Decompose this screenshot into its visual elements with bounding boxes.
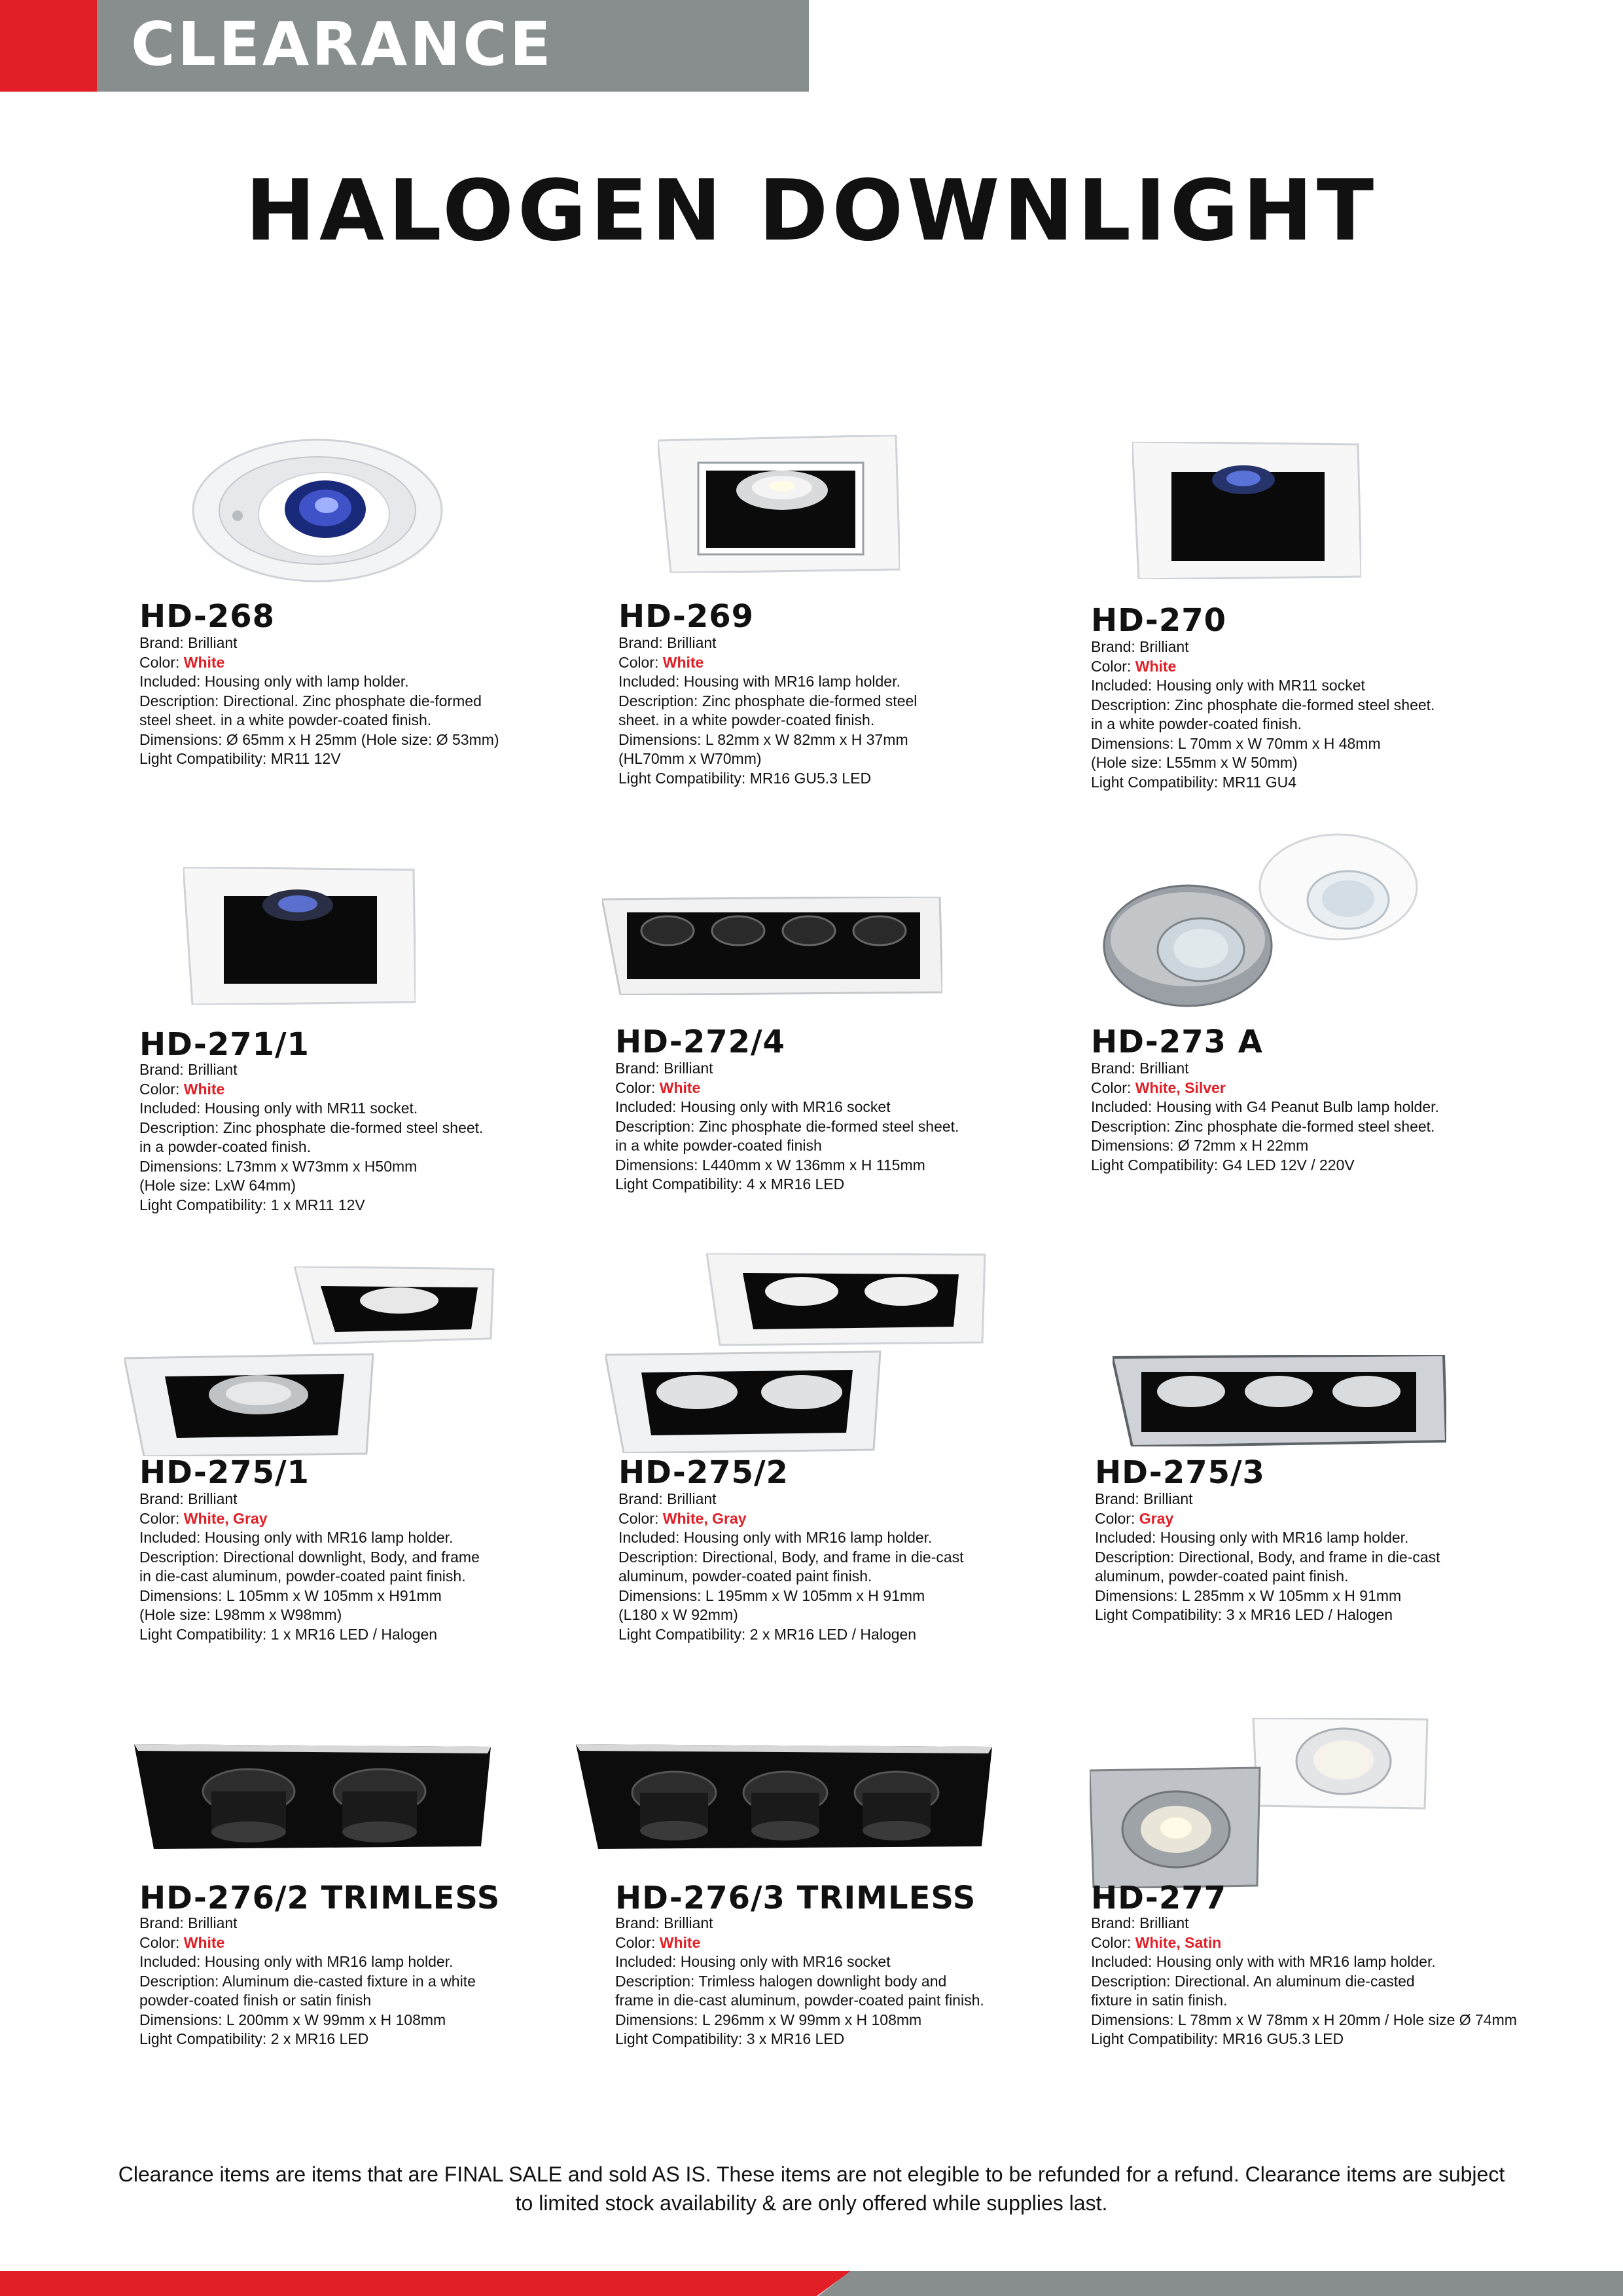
spec-line: Included: Housing only with MR16 lamp holder.	[618, 1529, 933, 1546]
spec-line: Description: Directional, Body, and frame in die-cast	[618, 1548, 964, 1566]
spec-line: Dimensions: L 70mm x W 70mm x H 48mm	[1091, 734, 1381, 752]
spec-line: Light Compatibility: 4 x MR16 LED	[615, 1175, 845, 1193]
spec-line: Description: Zinc phosphate die-formed steel sheet.	[615, 1117, 959, 1135]
brand-line: Brand: Brilliant	[615, 1914, 713, 1931]
spec-line: Light Compatibility: MR11 GU4	[1091, 773, 1297, 791]
spec-line: Included: Housing only with lamp holder.	[139, 673, 409, 690]
hd-275-3-image	[1113, 1355, 1446, 1446]
brand-line: Brand: Brilliant	[139, 634, 238, 651]
spec-line: (Hole size: L55mm x W 50mm)	[1091, 754, 1298, 771]
spec-line: Description: Directional. Zinc phosphate die-formed	[139, 692, 482, 709]
hd-272-4-image	[602, 897, 942, 995]
color-line: Color: White	[139, 1080, 225, 1098]
spec-line: Included: Housing only with MR11 socket	[1091, 677, 1365, 694]
product-code-hd-271-1: HD-271/1	[139, 1026, 310, 1063]
spec-line: Dimensions: L 200mm x W 99mm x H 108mm	[139, 2011, 446, 2028]
spec-line: Light Compatibility: 3 x MR16 LED	[615, 2030, 845, 2047]
spec-line: Description: Trimless halogen downlight body and	[615, 1972, 947, 1990]
brand-line: Brand: Brilliant	[1091, 1914, 1189, 1931]
spec-line: (HL70mm x W70mm)	[618, 750, 762, 767]
banner-label: CLEARANCE	[131, 9, 554, 79]
spec-line: Light Compatibility: 1 x MR16 LED / Halogen	[139, 1625, 438, 1643]
disclaimer-line-1: Clearance items are items that are FINAL SALE and sold AS IS. These items are not elegible to be refunded for a refund. Clearance items are subject	[118, 2162, 1505, 2186]
hd-268-image	[187, 432, 448, 589]
spec-line: Dimensions: L440mm x W 136mm x H 115mm	[615, 1156, 925, 1174]
spec-line: Included: Housing only with MR16 socket	[615, 1098, 891, 1115]
spec-line: Description: Zinc phosphate die-formed steel sheet.	[1091, 696, 1435, 713]
brand-line: Brand: Brilliant	[1091, 638, 1189, 655]
product-specs-hd-275-3	[1095, 1490, 1440, 1625]
color-line: Color: White, Silver	[1091, 1079, 1226, 1096]
spec-line: Included: Housing only with MR16 lamp holder.	[139, 1953, 454, 1970]
clearance-banner	[0, 0, 809, 92]
brand-line: Brand: Brilliant	[1091, 1060, 1189, 1077]
product-code-hd-276-2-trimless: HD-276/2 TRIMLESS	[139, 1880, 501, 1916]
product-specs-hd-276-2-trimless	[139, 1914, 476, 2049]
spec-line: Dimensions: L 78mm x W 78mm x H 20mm / Hole size Ø 74mm	[1091, 2011, 1517, 2028]
spec-line: Included: Housing with G4 Peanut Bulb lamp holder.	[1091, 1098, 1439, 1115]
product-specs-hd-268	[139, 634, 499, 769]
product-specs-hd-277	[1091, 1914, 1517, 2049]
spec-line: Description: Aluminum die-casted fixture in a white	[139, 1972, 476, 1990]
color-line: Color: White	[139, 1933, 225, 1951]
bottom-bar	[0, 2271, 1623, 2296]
spec-line: Light Compatibility: 3 x MR16 LED / Halogen	[1095, 1606, 1393, 1623]
spec-line: aluminum, powder-coated paint finish.	[1095, 1568, 1349, 1585]
brand-line: Brand: Brilliant	[615, 1060, 713, 1077]
product-code-hd-272-4: HD-272/4	[615, 1024, 785, 1060]
spec-line: (Hole size: LxW 64mm)	[139, 1177, 296, 1194]
spec-line: Included: Housing only with MR16 lamp holder.	[1095, 1529, 1409, 1546]
spec-line: Description: Zinc phosphate die-formed steel sheet.	[139, 1119, 484, 1136]
color-line: Color: White	[139, 653, 225, 671]
spec-line: frame in die-cast aluminum, powder-coated paint finish.	[615, 1992, 984, 2009]
color-line: Color: White, Gray	[618, 1509, 747, 1527]
product-specs-hd-269	[618, 634, 917, 788]
spec-line: Light Compatibility: MR11 12V	[139, 750, 341, 767]
page-title: HALOGEN DOWNLIGHT	[245, 162, 1378, 260]
color-line: Color: White, Satin	[1091, 1933, 1222, 1951]
spec-line: Dimensions: L73mm x W73mm x H50mm	[139, 1157, 418, 1175]
color-line: Color: Gray	[1095, 1509, 1174, 1527]
product-code-hd-273-a: HD-273 A	[1091, 1024, 1263, 1060]
spec-line: sheet. in a white powder-coated finish.	[618, 711, 875, 728]
spec-line: Included: Housing only with MR11 socket.	[139, 1100, 418, 1117]
spec-line: in a white powder-coated finish	[615, 1137, 822, 1154]
spec-line: Included: Housing only with MR16 socket	[615, 1953, 891, 1970]
bottom-bar-red	[0, 2271, 851, 2296]
brand-line: Brand: Brilliant	[139, 1914, 238, 1931]
hd-276-2-trimless-image	[134, 1744, 491, 1849]
product-code-hd-275-3: HD-275/3	[1095, 1454, 1265, 1491]
spec-line: steel sheet. in a white powder-coated finish.	[139, 711, 432, 728]
spec-line: Light Compatibility: 1 x MR11 12V	[139, 1196, 365, 1213]
product-specs-hd-273-a	[1091, 1059, 1439, 1175]
hd-271-1-image	[183, 867, 416, 1005]
brand-line: Brand: Brilliant	[139, 1490, 238, 1507]
spec-line: (L180 x W 92mm)	[618, 1606, 738, 1623]
bottom-bar-grey	[818, 2271, 1623, 2296]
disclaimer-line-2: to limited stock availability & are only offered while supplies last.	[515, 2191, 1108, 2215]
spec-line: powder-coated finish or satin finish	[139, 1992, 372, 2009]
spec-line: Dimensions: L 195mm x W 105mm x H 91mm	[618, 1587, 925, 1604]
product-code-hd-269: HD-269	[618, 598, 755, 635]
product-specs-hd-272-4	[615, 1059, 959, 1194]
color-line: Color: White	[618, 653, 704, 671]
product-code-hd-270: HD-270	[1091, 602, 1227, 639]
product-specs-hd-270	[1091, 637, 1435, 792]
spec-line: Light Compatibility: MR16 GU5.3 LED	[1091, 2030, 1344, 2047]
product-code-hd-276-3-trimless: HD-276/3 TRIMLESS	[615, 1880, 976, 1916]
product-code-hd-275-2: HD-275/2	[618, 1454, 789, 1491]
spec-line: (Hole size: L98mm x W98mm)	[139, 1606, 342, 1623]
color-line: Color: White, Gray	[139, 1509, 268, 1527]
spec-line: fixture in satin finish.	[1091, 1992, 1228, 2009]
product-specs-hd-275-1	[139, 1490, 480, 1644]
color-line: Color: White	[615, 1079, 701, 1096]
spec-line: in a powder-coated finish.	[139, 1138, 312, 1155]
color-line: Color: White	[615, 1933, 701, 1951]
spec-line: Dimensions: L 285mm x W 105mm x H 91mm	[1095, 1587, 1402, 1604]
spec-line: Description: Directional downlight, Body, and frame	[139, 1548, 480, 1566]
product-code-hd-275-1: HD-275/1	[139, 1454, 310, 1491]
spec-line: Included: Housing only with with MR16 lamp holder.	[1091, 1953, 1436, 1970]
product-specs-hd-271-1	[139, 1060, 483, 1215]
spec-line: Description: Zinc phosphate die-formed steel sheet.	[1091, 1117, 1435, 1135]
color-line: Color: White	[1091, 657, 1177, 675]
hd-275-2-image	[605, 1253, 988, 1453]
spec-line: in a white powder-coated finish.	[1091, 715, 1302, 732]
hd-276-3-trimless-image	[576, 1744, 995, 1849]
spec-line: Dimensions: Ø 65mm x H 25mm (Hole size: Ø 53mm)	[139, 730, 499, 748]
hd-270-image	[1132, 442, 1361, 579]
spec-line: in die-cast aluminum, powder-coated paint finish.	[139, 1568, 466, 1585]
spec-line: Light Compatibility: MR16 GU5.3 LED	[618, 769, 872, 787]
product-code-hd-268: HD-268	[139, 598, 276, 635]
hd-273-a-image	[1103, 821, 1430, 1011]
hd-277-image	[1090, 1718, 1430, 1888]
spec-line: Included: Housing only with MR16 lamp holder.	[139, 1529, 454, 1546]
spec-line: Dimensions: L 82mm x W 82mm x H 37mm	[618, 730, 908, 748]
spec-line: Light Compatibility: G4 LED 12V / 220V	[1091, 1156, 1355, 1174]
clearance-disclaimer	[52, 2160, 1571, 2217]
spec-line: Description: Directional. An aluminum die-casted	[1091, 1972, 1415, 1990]
spec-line: Light Compatibility: 2 x MR16 LED	[139, 2030, 369, 2047]
brand-line: Brand: Brilliant	[618, 1490, 717, 1507]
brand-line: Brand: Brilliant	[1095, 1490, 1193, 1507]
product-specs-hd-275-2	[618, 1490, 964, 1644]
brand-line: Brand: Brilliant	[618, 634, 717, 651]
brand-line: Brand: Brilliant	[139, 1061, 238, 1078]
spec-line: Description: Directional, Body, and frame in die-cast	[1095, 1548, 1440, 1566]
spec-line: Dimensions: L 296mm x W 99mm x H 108mm	[615, 2011, 922, 2028]
hd-269-image	[658, 435, 900, 573]
hd-275-1-image	[124, 1266, 497, 1456]
spec-line: Dimensions: L 105mm x W 105mm x H91mm	[139, 1587, 442, 1604]
spec-line: Dimensions: Ø 72mm x H 22mm	[1091, 1137, 1309, 1154]
spec-line: aluminum, powder-coated paint finish.	[618, 1568, 872, 1585]
spec-line: Light Compatibility: 2 x MR16 LED / Halogen	[618, 1625, 917, 1643]
spec-line: Included: Housing with MR16 lamp holder.	[618, 673, 901, 690]
product-specs-hd-276-3-trimless	[615, 1914, 984, 2049]
spec-line: Description: Zinc phosphate die-formed steel	[618, 692, 918, 709]
product-code-hd-277: HD-277	[1091, 1880, 1227, 1916]
